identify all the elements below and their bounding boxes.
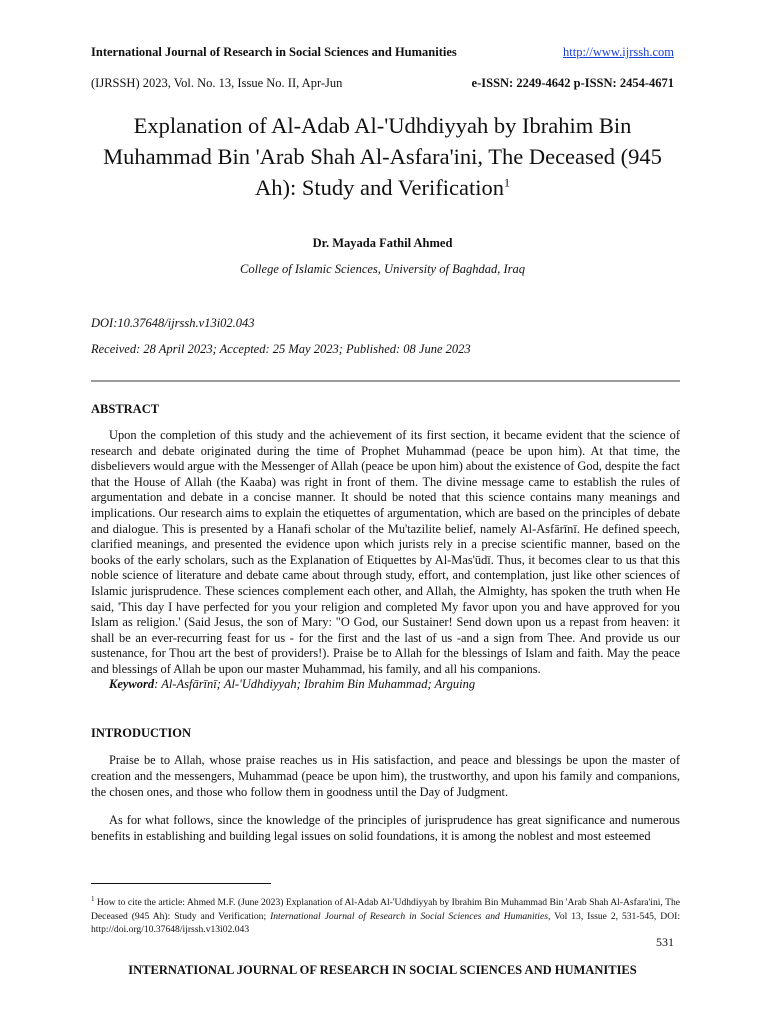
section-divider <box>91 380 680 382</box>
header-journal-name: International Journal of Research in Social Sciences and Humanities <box>91 45 457 59</box>
citation-footnote <box>91 893 680 937</box>
running-footer: INTERNATIONAL JOURNAL OF RESEARCH IN SOCIAL SCIENCES AND HUMANITIES <box>128 963 637 977</box>
introduction-heading: INTRODUCTION <box>91 726 192 740</box>
footnote-mark: 1 <box>91 895 95 903</box>
issue-info-row <box>91 76 674 91</box>
abstract-text: Upon the completion of this study and the achievement of its first section, it became evident that the science of research and debate originated during the time of Prophet Muhammad (peace be upon him). At that time, the disbelievers would argue with the Messenger of Allah (peace be upon him) about the existence of God, despite the fact that the House of Allah (the Kaaba) was right in front of them. The divine message came to establish the rules of argumentation and debate in a concise manner. It should be noted that this science contains many meanings and implications. Our research aims to explain the etiquettes of argumentation, which are based on the principles of debate and dialogue. This is presented by a Hanafi scholar of the Mu'tazilite belief, namely Al-Asfārīnī. He defined speech, clarified meanings, and presented the evidence upon which jurists rely in a precise scientific manner, based on the books of the early scholars, such as the Explanation of Etiquettes by Al-Mas'ūdī. Thus, it becomes clear to us that this noble science of literature and debate came about through study, effort, and contemplation, just like other sciences of Islamic jurisprudence. These sciences complement each other, and Allah, the Almighty, has spoken the truth when He said, 'This day I have perfected for you your religion and completed My favor upon you and have approved for you Islam as religion.' (Said Jesus, the son of Mary: "O God, our Sustainer! Send down upon us a repast from heaven: it shall be an ever-recurring feast for us - for the first and the last of us -and a sign from Thee. And provide us our sustenance, for Thou art the best of providers!). Praise be to Allah for the blessings of Islam and faith. May the peace and blessings of Allah be upon our master Muhammad, his family, and all his companions. <box>91 428 680 676</box>
abstract-heading: ABSTRACT <box>91 402 160 416</box>
keyword-label: Keyword <box>109 677 155 691</box>
footnote-divider <box>91 883 271 884</box>
article-title-text: Explanation of Al-Adab Al-'Udhdiyyah by Ibrahim Bin Muhammad Bin 'Arab Shah Al-Asfara'ini, The Deceased (945 Ah): Study and Verification <box>103 113 662 200</box>
footnote-text-before: How to cite the article: Ahmed M.F. (June 2023) Explanation of Al-Adab Al-'Udhdiyyah by Ibrahim Bin Muhammad Bin 'Arab Shah Al-Asfara'ini, The Deceased (945 Ah): Study and Verification; <box>91 897 680 922</box>
article-title <box>91 110 674 203</box>
footnote-text-after: , Vol 13, Issue 2, 531-545, DOI: http://doi.org/10.37648/ijrssh.v13i02.043 <box>91 910 680 936</box>
issn-info: e-ISSN: 2249-4642 p-ISSN: 2454-4671 <box>471 76 674 90</box>
volume-issue-info: (IJRSSH) 2023, Vol. No. 13, Issue No. II, Apr-Jun <box>91 76 343 90</box>
footnote-journal-name: International Journal of Research in Social Sciences and Humanities <box>270 910 548 922</box>
page-number: 531 <box>656 935 674 949</box>
doi-line: DOI:10.37648/ijrssh.v13i02.043 <box>91 316 255 330</box>
keyword-list: : Al-Asfārīnī; Al-'Udhdiyyah; Ibrahim Bin Muhammad; Arguing <box>154 677 476 691</box>
author-affiliation: College of Islamic Sciences, University of Baghdad, Iraq <box>239 262 525 276</box>
introduction-paragraph-1: Praise be to Allah, whose praise reaches us in His satisfaction, and peace and blessings be upon the master of creation and the messengers, Muhammad (peace be upon him), the trustworthy, and upon his family and companions, the chosen ones, and those who follow them in goodness until the Day of Judgment. <box>91 753 680 800</box>
introduction-paragraph-2: As for what follows, since the knowledge of the principles of jurisprudence has great significance and numerous benefits in establishing and building legal issues on solid foundations, it is among the noblest and most esteemed <box>91 813 680 844</box>
running-header <box>91 45 674 60</box>
keywords-line <box>109 677 475 692</box>
title-footnote-mark: 1 <box>503 175 510 190</box>
author-name: Dr. Mayada Fathil Ahmed <box>312 236 453 250</box>
publication-dates: Received: 28 April 2023; Accepted: 25 May 2023; Published: 08 June 2023 <box>91 342 471 356</box>
journal-url-link[interactable]: http://www.ijrssh.com <box>563 45 674 59</box>
